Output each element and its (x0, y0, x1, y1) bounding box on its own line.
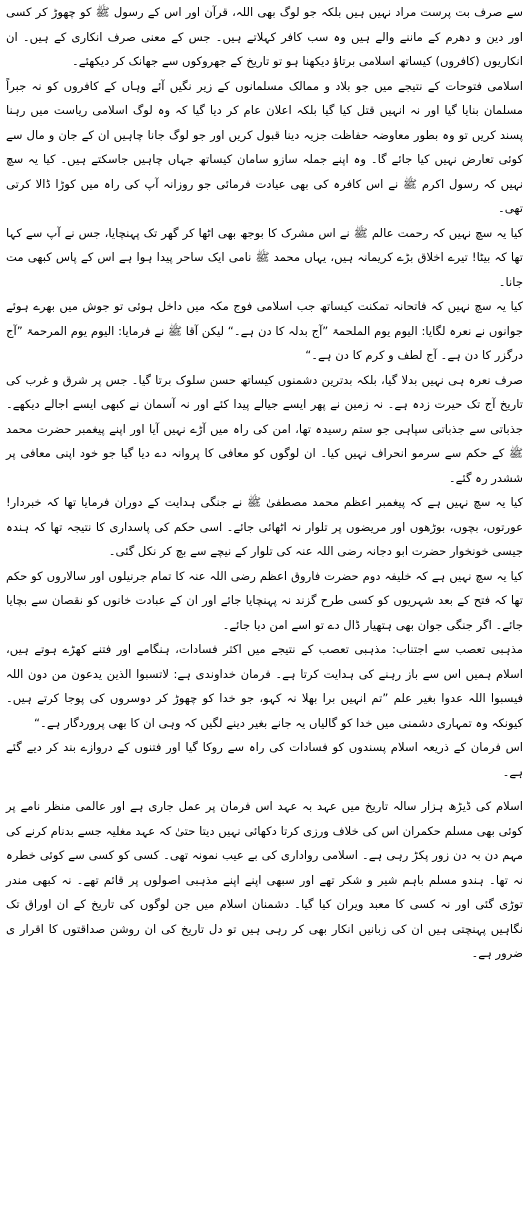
paragraph-mecca: کیا یہ سچ نہیں کہ فاتحانہ تمکنت کیساتھ جب اسلامی فوج مکہ میں داخل ہوئی تو جوش میں بھرے ہوئے جوانوں نے نعرہ لگایا: الیوم یوم الملحمۃ ”آج بدلہ کا دن ہے۔“ لیکن آقا ﷺ نے فرمایا: الیوم یوم المرحمۃ ”آج درگزر کا دن ہے۔ آج لطف و کرم کا دن ہے۔“ (6, 299, 523, 362)
paragraph-war-guidance: کیا یہ سچ نہیں ہے کہ پیغمبر اعظم محمد مصطفیٰ ﷺ نے جنگی ہدایت کے دوران فرمایا تھا کہ خبردار! عورتوں، بچوں، بوڑھوں اور مریضوں پر تلوار نہ اٹھائی جائے۔ اسی حکم کی پاسداری کا نتیجہ تھا کہ ہندہ جیسی خونخوار حضرت ابو دجانہ رضی اللہ عنہ کی تلوار کے نیچے سے بچ کر نکل گئی۔ (6, 495, 523, 558)
paragraph-farooq: کیا یہ سچ نہیں ہے کہ خلیفہ دوم حضرت فاروق اعظم رضی اللہ عنہ کا تمام جرنیلوں اور سالاروں کو حکم تھا کہ فتح کے بعد شہریوں کو کسی طرح گزند نہ پہنچایا جائے اور ان کے عبادت خانوں کو نقصان سے بچایا جائے۔ اگر جنگی جوان بھی ہتھیار ڈال دے تو اسے امن دیا جائے۔ (6, 568, 523, 632)
paragraph-slogan: صرف نعرہ ہی نہیں بدلا گیا، بلکہ بدترین دشمنوں کیساتھ حسن سلوک برتا گیا۔ جس پر شرق و غرب کی تاریخ آج تک حیرت زدہ ہے۔ نہ زمین نے پھر ایسے جیالے پیدا کئے اور نہ آسمان نے کبھی ایسے اجالے دیکھے۔ جذباتی سے جذباتی سپاہی جو ستم رسیدہ تھا، امن کی راہ میں آڑے نہیں آیا اور اپنے پیغمبر حضرت محمد ﷺ کے حکم سے سرمو انحراف نہیں کیا۔ ان لوگوں کو معافی کا پروانہ دے دیا گیا جو خود اپنی معافی پر ششدر رہ گئے۔ (6, 372, 523, 485)
paragraph-intro: سے صرف بت پرست مراد نہیں ہیں بلکہ جو لوگ بھی اللہ، قرآن اور اس کے رسول ﷺ کو چھوڑ کر کسی اور دین و دھرم کے ماننے والے ہیں وہ سب کافر کہلاتے ہیں۔ جس کے معنی صرف انکاری کے ہیں۔ ان انکاریوں (کافروں) کیساتھ اسلامی برتاؤ دیکھنا ہو تو تاریخ کے جھروکوں سے جھانک کر دیکھئے۔ (6, 5, 523, 68)
paragraph-decree: اس فرمان کے ذریعہ اسلام پسندوں کو فسادات کی راہ سے روکا گیا اور فتنوں کے دروازے بند کر دیے گئے ہے۔ (6, 740, 523, 779)
paragraph-conquests: اسلامی فتوحات کے نتیجے میں جو بلاد و ممالک مسلمانوں کے زیر نگیں آئے وہاں کے کافروں کو نہ جبراً مسلمان بنایا گیا اور نہ انہیں قتل کیا گیا بلکہ اعلان عام کر دیا گیا کہ وہ لوگ اسلامی ریاست میں رہنا پسند کریں تو وہ بطور معاوضہ حفاظت جزیہ دینا قبول کریں اور جو لوگ جانا چاہیں ان کے جان و مال سے کوئی تعارض نہیں کیا جائے گا۔ وہ اپنے جملہ سازو سامان کیساتھ جہاں چاہیں جاسکتے ہیں۔ کیا یہ سچ نہیں کہ رسول اکرم ﷺ نے اس کافرہ کی بھی عیادت فرمائی جو روزانہ آپ کی راہ میں کوڑا ڈالا کرتی تھی۔ (6, 78, 523, 215)
paragraph-prejudice: مذہبی تعصب سے اجتناب: مذہبی تعصب کے نتیجے میں اکثر فسادات، ہنگامے اور فتنے کھڑے ہوتے ہیں، اسلام ہمیں اس سے باز رہنے کی ہدایت کرتا ہے۔ فرمان خداوندی ہے: لاتسبوا الذین یدعون من دون اللہ فیسبوا اللہ عدوا بغیر علم ”تم انہیں برا بھلا نہ کہو، جو خدا کو چھوڑ کر دوسروں کی پوجا کرتے ہیں۔ کیونکہ وہ تمہاری دشمنی میں خدا کو گالیاں یہ جانے بغیر دینے لگیں کہ وہی ان کا بھی پروردگار ہے۔“ (6, 642, 523, 730)
paragraph-history: اسلام کی ڈیڑھ ہزار سالہ تاریخ میں عہد بہ عہد اس فرمان پر عمل جاری ہے اور عالمی منظر نامے پر کوئی بھی مسلم حکمران اس کی خلاف ورزی کرتا دکھائی نہیں دیتا حتیٰ کہ عہد مغلیہ جسے بدنام کرنے کی مہم دن بہ دن زور پکڑ رہی ہے۔ اسلامی رواداری کی بے عیب نمونہ تھی۔ کسی کو کسی سے کوئی خطرہ نہ تھا۔ ہندو مسلم باہم شیر و شکر تھے اور سبھی اپنے اپنے مذہبی اصولوں پر قائم تھے۔ نہ کبھی مندر توڑی گئی اور نہ کسی کا معبد ویران کیا گیا۔ دشمنان اسلام میں جن لوگوں کی تاریخ کے ان اوراق تک نگاہیں پہنچتی ہیں ان کی زبانیں انکار بھی کر رہی ہیں تو دل تاریخ کی ان روشن صداقتوں کا اقرار ی ضرور ہے۔ (6, 799, 523, 960)
paragraph-mercy: کیا یہ سچ نہیں کہ رحمت عالم ﷺ نے اس مشرک کا بوجھ بھی اٹھا کر گھر تک پہنچایا، جس نے آپ سے کہا تھا کہ بیٹا! تیرے اخلاق بڑے کریمانہ ہیں، یہاں محمد ﷺ نامی ایک ساحر پیدا ہوا ہے اس کے پاس کبھی مت جانا۔ (6, 225, 523, 289)
